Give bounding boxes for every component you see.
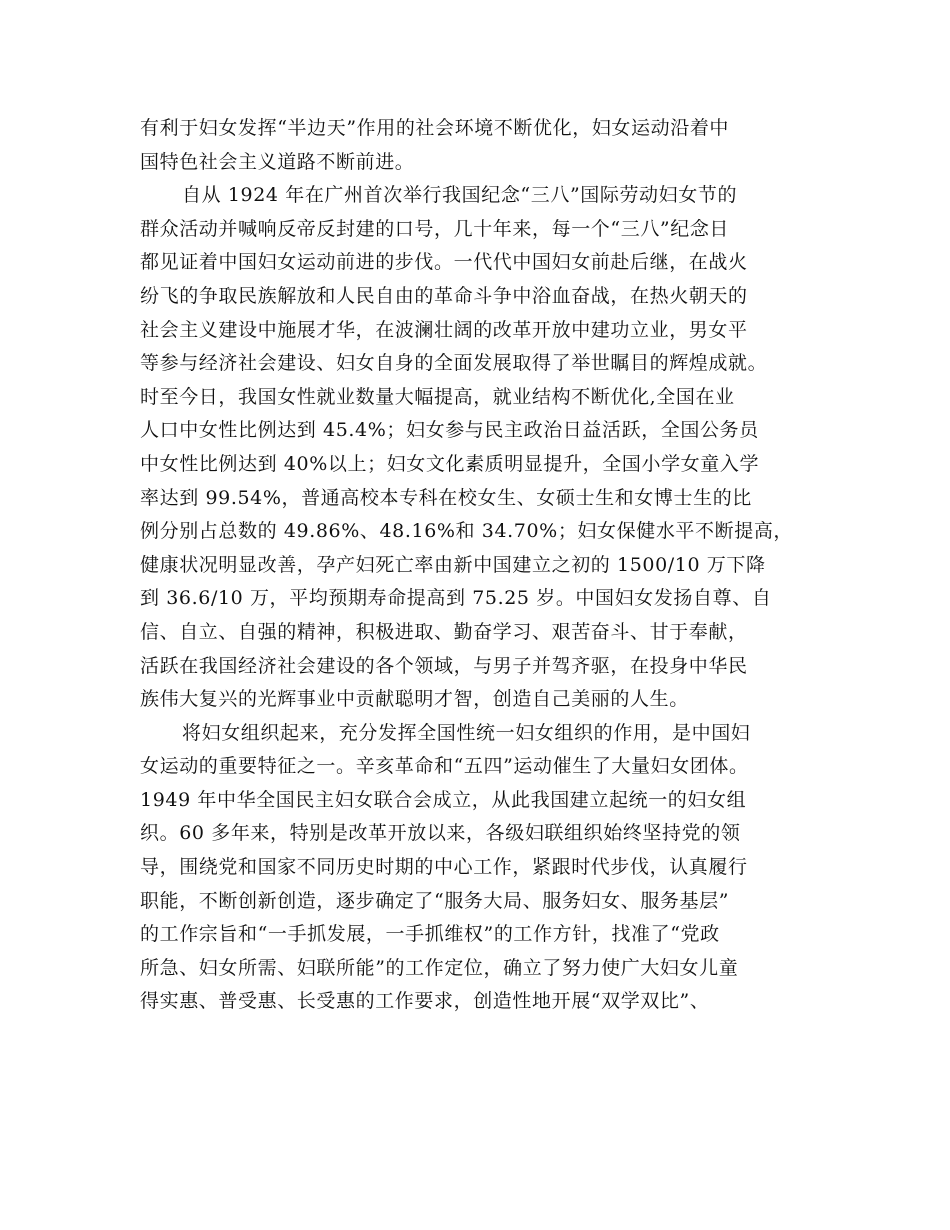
text-line: 人口中女性比例达到 45.4%；妇女参与民主政治日益活跃，全国公务员 [140,419,759,442]
text-line: 活跃在我国经济社会建设的各个领域，与男子并驾齐驱，在投身中华民 [140,654,748,677]
body-text [140,112,820,1019]
text-line: 纷飞的争取民族解放和人民自由的革命斗争中浴血奋战，在热火朝天的 [140,284,748,307]
text-line: 国特色社会主义道路不断前进。 [140,150,415,173]
text-line: 1949 年中华全国民主妇女联合会成立，从此我国建立起统一的妇女组 [140,788,747,811]
text-line: 健康状况明显改善，孕产妇死亡率由新中国建立之初的 1500/10 万下降 [140,553,766,576]
paragraph-start-line: 将妇女组织起来，充分发挥全国性统一妇女组织的作用，是中国妇 [182,721,751,744]
text-line: 社会主义建设中施展才华，在波澜壮阔的改革开放中建功立业，男女平 [140,318,748,341]
text-line: 的工作宗旨和“一手抓发展，一手抓维权”的工作方针，找准了“党政 [140,923,720,946]
text-line: 都见证着中国妇女运动前进的步伐。一代代中国妇女前赴后继，在战火 [140,251,748,274]
text-line: 所急、妇女所需、妇联所能”的工作定位，确立了努力使广大妇女儿童 [140,956,739,979]
text-line: 中女性比例达到 40%以上；妇女文化素质明显提升，全国小学女童入学 [140,452,760,475]
text-line: 信、自立、自强的精神，积极进取、勤奋学习、艰苦奋斗、甘于奉献， [140,620,748,643]
text-line: 例分别占总数的 49.86%、48.16%和 34.70%；妇女保健水平不断提高， [140,520,794,543]
text-line: 率达到 99.54%，普通高校本专科在校女生、女硕士生和女博士生的比 [140,486,752,509]
text-line: 有利于妇女发挥“半边天”作用的社会环境不断优化，妇女运动沿着中 [140,117,730,139]
text-line: 职能，不断创新创造，逐步确定了“服务大局、服务妇女、服务基层” [140,889,730,912]
text-line: 时至今日，我国女性就业数量大幅提高，就业结构不断优化,全国在业 [140,385,735,408]
text-line: 女运动的重要特征之一。辛亥革命和“五四”运动催生了大量妇女团体。 [140,755,749,778]
text-line: 导，围绕党和国家不同历史时期的中心工作，紧跟时代步伐，认真履行 [140,856,748,879]
text-line: 得实惠、普受惠、长受惠的工作要求，创造性地开展“双学双比”、 [140,990,710,1013]
text-line: 等参与经济社会建设、妇女自身的全面发展取得了举世瞩目的辉煌成就。 [140,352,768,375]
paragraph-start-line: 自从 1924 年在广州首次举行我国纪念“三八”国际劳动妇女节的 [182,184,738,207]
text-line: 族伟大复兴的光辉事业中贡献聪明才智，创造自己美丽的人生。 [140,688,689,711]
text-line: 到 36.6/10 万，平均预期寿命提高到 75.25 岁。中国妇女发扬自尊、自 [140,587,772,610]
text-line: 群众活动并喊响反帝反封建的口号，几十年来，每一个“三八”纪念日 [140,217,730,240]
text-line: 织。60 多年来，特别是改革开放以来，各级妇联组织始终坚持党的领 [140,822,741,845]
